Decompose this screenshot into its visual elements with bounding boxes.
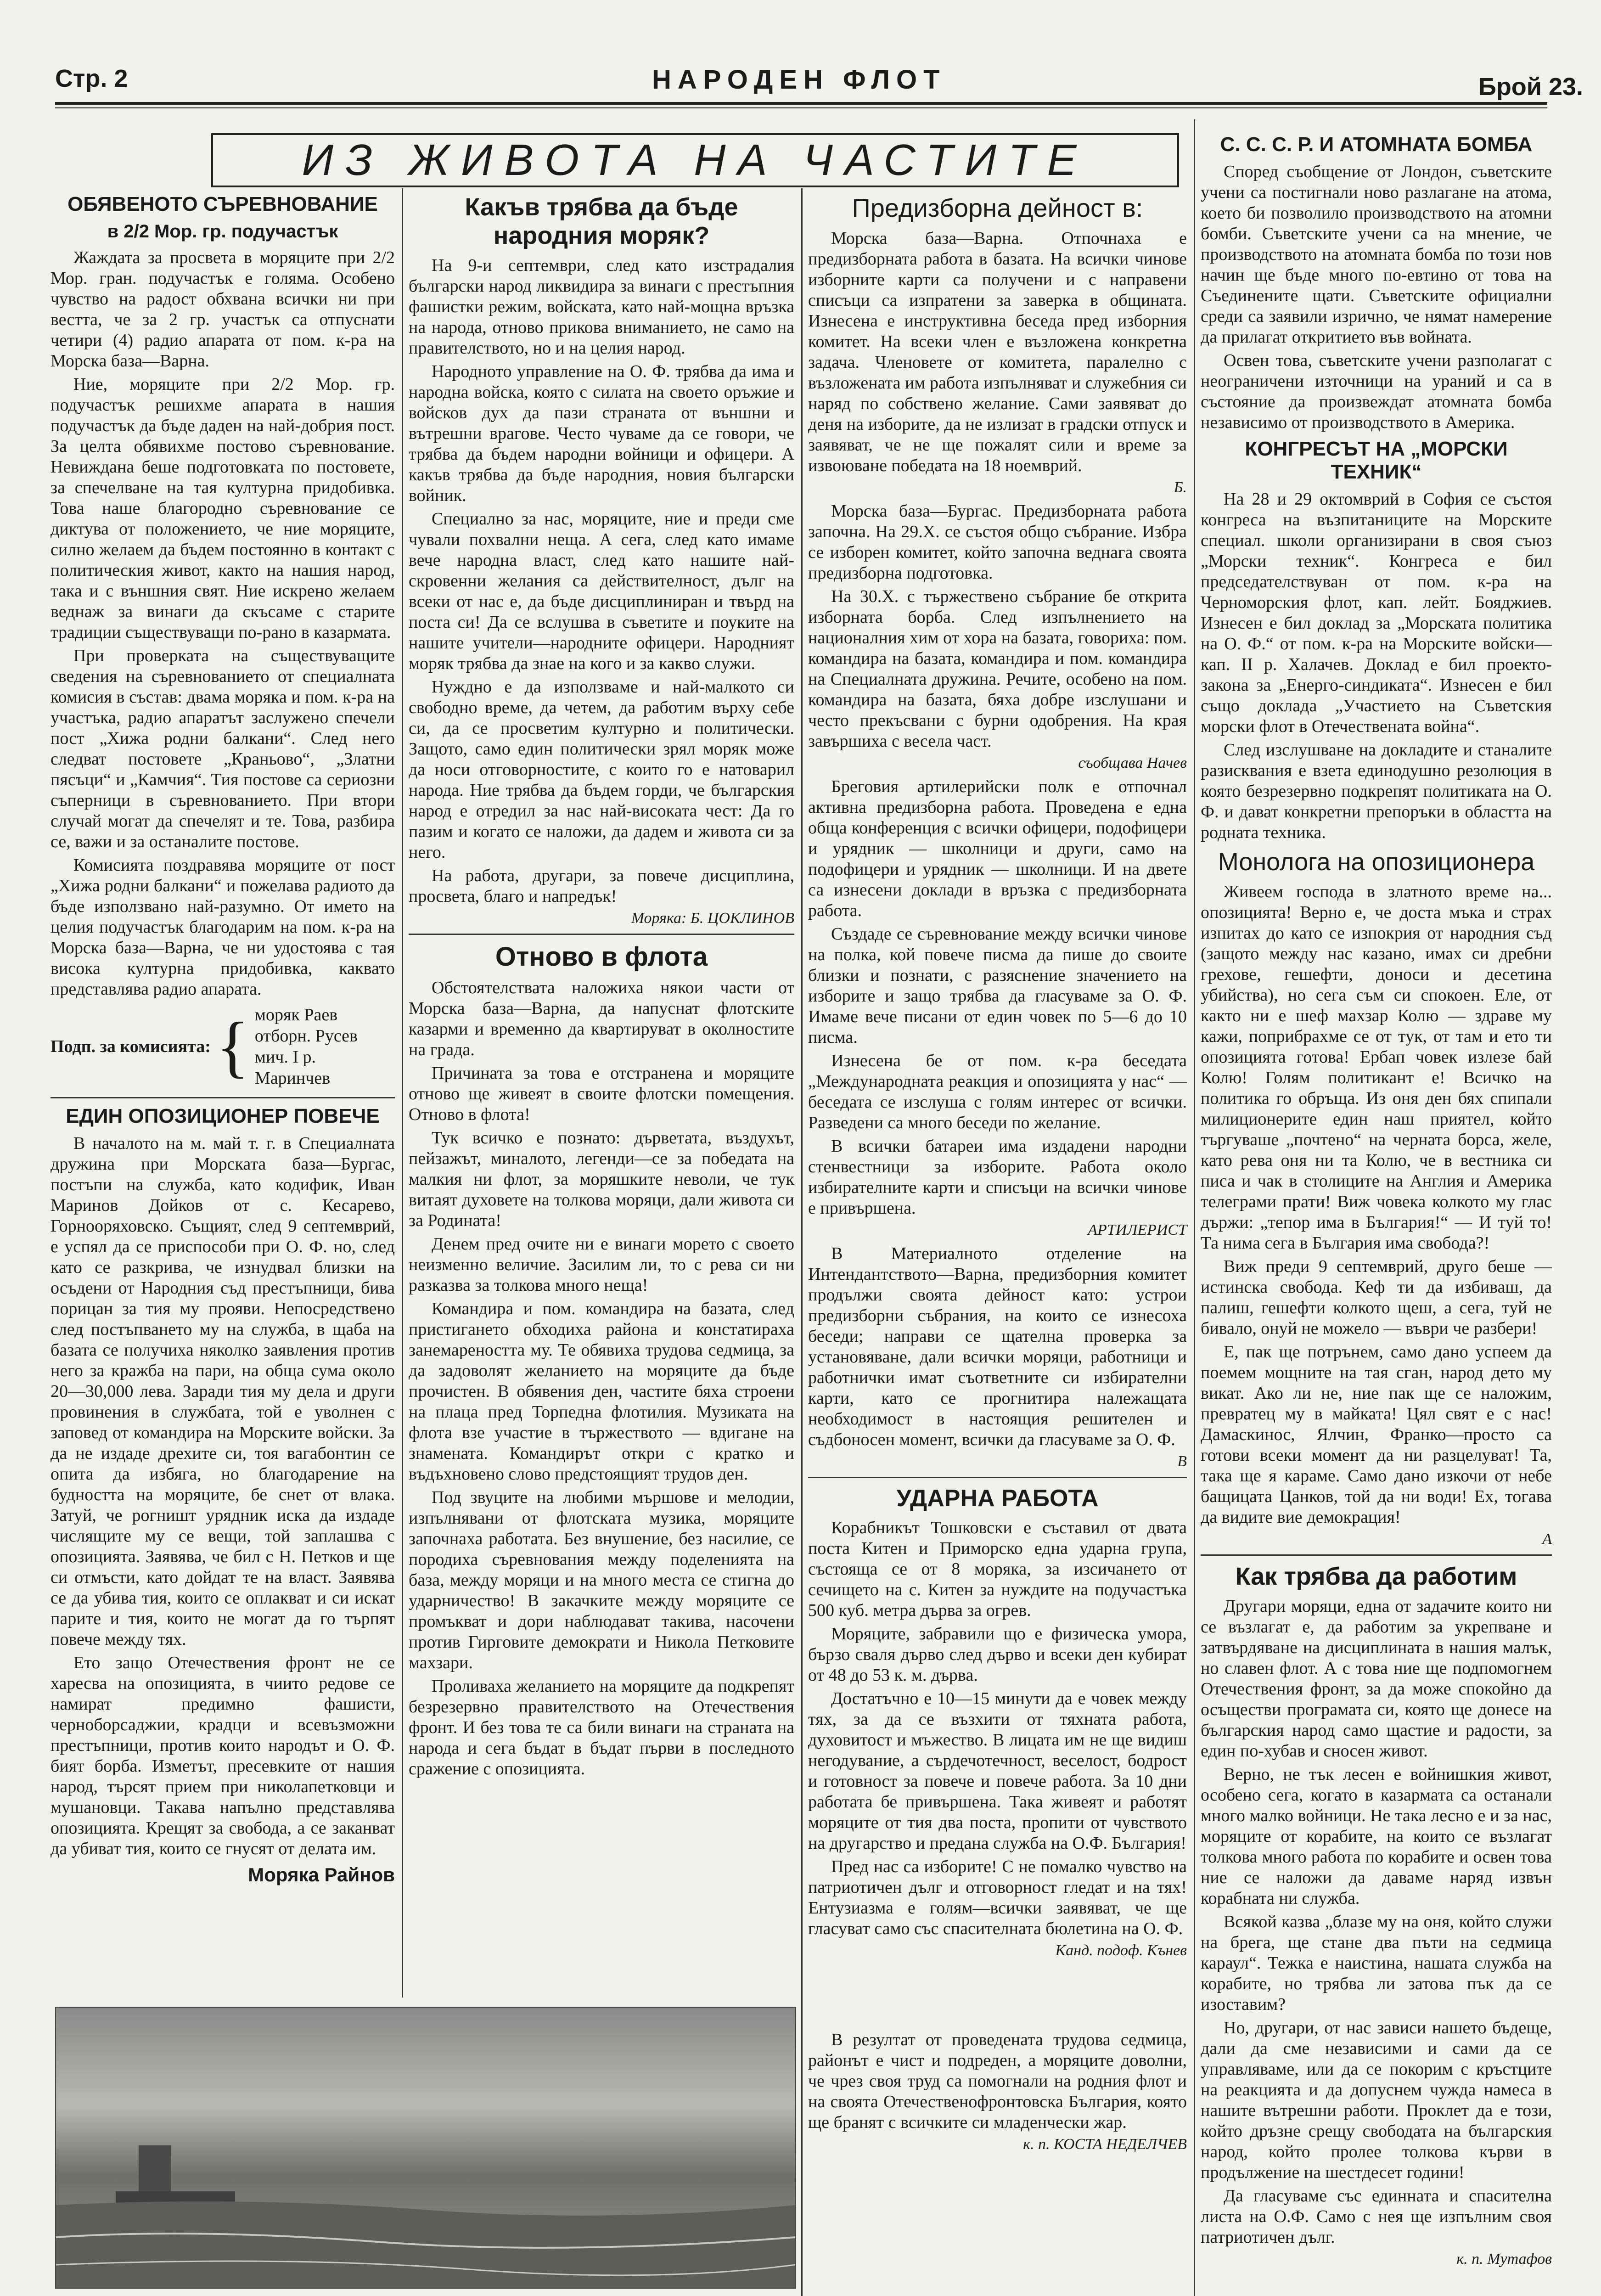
article-title: Как трябва да работим — [1235, 1563, 1517, 1590]
article-signature: к. п. КОСТА НЕДЕЛЧЕВ — [1023, 2136, 1187, 2153]
paragraph: Пред нас са изборите! С не помалко чувство на патриотичен дълг и отговорност гледат и на тях! Ентузиазма е голям—всички заявяват, че ще гласуват само със спасителната бюлетина на О. Ф. — [808, 1857, 1187, 1938]
issue-number: Брой 23. — [1478, 73, 1584, 101]
article-signature: А — [1542, 1531, 1552, 1548]
paragraph: Виж преди 9 септемврий, друго беше — истинска свобода. Кеф ти да избиваш, да палиш, гешефти колкото щеш, а сега, туй не бивало, онуй не можело — въври че разбери! — [1201, 1257, 1552, 1338]
article-shock-work — [808, 1485, 1187, 1959]
paragraph: Изнесена бе от пом. к-ра беседата „Международната реакция и опозицията у нас“ — беседата се изслуша с голям интерес от всички. Разведени са много беседи по желание. — [808, 1051, 1187, 1132]
paragraph: Създаде се съревнование между всички чинове на полка, кой повече писма да пише до своите близки и познати, с разяснение значението на изборите и защо трябва да гласуваме за О. Ф. Имаме вече писани от един човек по 5—6 до 10 писма. — [808, 924, 1187, 1047]
article-title: Какъв трябва да бъде народния моряк? — [465, 193, 738, 249]
article-people-sailor — [409, 193, 794, 927]
article-title: Отново в флота — [495, 942, 708, 972]
article-title: УДАРНА РАБОТА — [896, 1485, 1099, 1512]
article-separator — [409, 934, 794, 935]
article-separator — [51, 1097, 395, 1098]
article-title: КОНГРЕСЪТ НА „МОРСКИ ТЕХНИК“ — [1245, 438, 1508, 483]
column-1 — [51, 188, 395, 1891]
column-divider — [1194, 119, 1195, 2296]
page-number: Стр. 2 — [55, 65, 128, 92]
section-banner: ИЗ ЖИВОТА НА ЧАСТИТЕ — [211, 133, 1179, 187]
article-competition — [51, 193, 395, 1089]
article-signature: В — [1177, 1453, 1187, 1470]
paragraph: Командира и пом. командира на базата, след пристигането обходиха района и констатираха занемареността му. Те обявиха трудова седмица, за да задоволят желанието на моряците да бъде прочистен. В обявения ден, частите бяха строени на плаца пред Торпедна флотилия. Музиката на флота взе участие в тържеството — вдигане на знамената. Командирът откри с кратко и въдъхновено слово предстоящият трудов ден. — [409, 1299, 794, 1484]
paragraph: Жаждата за просвета в моряците при 2/2 Мор. гран. подучастък е голяма. Особено чувство на радост обхвана всички ни при вестта, че за 2 гр. участък са отпуснати четири (4) радио апарата от пом. к-ра на Морска база—Варна. — [51, 248, 395, 371]
article-signature: к. п. Мутафов — [1456, 2251, 1552, 2268]
submarine-photo — [55, 2007, 796, 2289]
paragraph: След изслушване на докладите и станалите разисквания е взета единодушно резолюция в която безрезервно подкрепят политиката на О. Ф. и дават конкретни препоръки в областта на родната техника. — [1201, 740, 1552, 842]
paragraph: Бреговия артилерийски полк е отпочнал активна предизборна работа. Проведена е една обща конференция с всички офицери, подофицери и урядник — школници и други, само на подофицери и урядник — школници. И на двете са изнесени доклади в връзка с предизборната работа. — [808, 777, 1187, 920]
paragraph: Е, пак ще потрънем, само дано успеем да поемем мощните на тая сган, народ дето му викат. Ако ли не, ние пак ще се наложим, превратец му в майката! Цял свят е с нас! Дамаскинос, Ялчин, Франко—просто са готови всеки момент да ни разцелуват! Та, така ще я караме. Само дано изкочи от небе бащицата Цанков, той да ни води! Ех, тогава да видите вие демокрация! — [1201, 1342, 1552, 1527]
article-signature: Моряка: Б. ЦОКЛИНОВ — [631, 910, 794, 927]
newspaper-title: НАРОДЕН ФЛОТ — [652, 65, 946, 95]
commission-signatures — [51, 1004, 395, 1089]
article-title: Предизборна дейност в: — [852, 193, 1143, 222]
commission-members — [255, 1004, 395, 1089]
paragraph: Достатъчно е 10—15 минути да е човек между тях, за да се възхити от тяхната работа, духовитост и мъжество. В лицата им не ще видиш негодувание, а сърдечотечност, веселост, бодрост и готовност за повече и повече работа. За 10 дни работата бе привършена. Така живеят и работят моряците от тия два поста, пропити от чувството на другарство и предана служба на О.Ф. България! — [808, 1689, 1187, 1853]
paragraph: В началото на м. май т. г. в Специалната дружина при Морската база—Бургас, постъпи на служба, като кодифик, Иван Маринов Дойков от с. Кесарево, Горнооряховско. Същият, след 9 септемврий, е успял да се приспособи при О. Ф. но, след като се разкрива, че изнудвал близки на осъдени от Народния съд престъпници, бива порицан за тия му прояви. Непосредствено след постъпването му на служба, в щаба на базата се получиха няколко заявления против него за кражба на пари, на обща сума около 20—30,000 лева. Заради тия му дела и други провинения в службата, той е уволнен с заповед от командира на Морските войски. За да не издаде дрехите си, тоя вагабонтин се опита да избяга, но благодарение на будността на моряците, бе снет от влака. Затуй, че рогништ урядник иска да издаде числящите му се вещи, той заплашва с опозицията. Заявява, че бил с Н. Петков и ще си отмъсти, като дойдат те на власт. Заявява се да убива тия, които се оплакват и си искат парите и тия, които не могат да го търпят повече между тях. — [51, 1134, 395, 1649]
paragraph: В всички батареи има издадени народни стенвестници за изборите. Работа около избирателните карти и списъци на всички чинове е привършена. — [808, 1137, 1187, 1218]
paragraph: Верно, не тък лесен е войнишкия живот, особено сега, когато в казармата са останали много малко войници. Не така лесно е и за нас, моряците от корабите, на които се възлагат толкова много работа по корабите и освен това ние се наложи да даваме наряд извън корабната ни служба. — [1201, 1765, 1552, 1908]
paragraph: Комисията поздравява моряците от пост „Хижа родни балкани“ и пожелава радиото да бъде използвано най-разумно. От името на целия подучастък благодарим на пом. к-ра на Морска база—Варна, че ни удостоява с тая висока културна придобивка, каквато представлява радио апарата. — [51, 855, 395, 999]
paragraph: В Материалното отделение на Интендантството—Варна, предизборния комитет продължи своята дейност като: устрои предизборни събрания, на които се изнесоха беседи; направи се щателна проверка за установяване, дали всички моряци, работници и работнички имат съответните си избирателни карти, като се прогнитира належащата необходимост в настоящия решителен и съдбоносен момент, всички да гласуваме за О. Ф. — [808, 1244, 1187, 1449]
article-title: ЕДИН ОПОЗИЦИОНЕР ПОВЕЧЕ — [66, 1105, 380, 1127]
article-monologue — [1201, 848, 1552, 1548]
article-subtitle: в 2/2 Мор. гр. подучастък — [107, 221, 338, 242]
article-signature: Б. — [1174, 479, 1187, 496]
article-signature: съобщава Начев — [1078, 754, 1187, 771]
paragraph: Обстоятелствата наложиха някои части от Морска база—Варна, да напуснат флотските казарми и временно да квартируват в околностите на града. — [409, 978, 794, 1059]
article-title: С. С. С. Р. И АТОМНАТА БОМБА — [1220, 133, 1533, 156]
column-2 — [409, 188, 794, 1782]
column-3 — [808, 188, 1187, 1964]
paragraph: Но, другари, от нас зависи нашето бъдеще, дали да сме независими и сами да се управляваме, или да се покорим с кръстците на реакцията и да допуснем чужда намеса в нашите вътрешни работи. Проклет да е този, който дръзне срещу свободата на българския народ, който пролее толкова кърви в продължение на шестдесет години! — [1201, 2018, 1552, 2182]
header-rule-thin — [55, 107, 1547, 108]
paragraph: Моряците, забравили що е физическа умора, бързо сваля дърво след дърво и всеки ден кубират от 48 до 53 к. м. дърва. — [808, 1624, 1187, 1685]
article-ussr-atomic — [1201, 133, 1552, 433]
paragraph: Освен това, съветските учени разполагат с неограничени източници на ураний и са в състояние да произвеждат атомната бомба независимо от производството в Америка. — [1201, 351, 1552, 432]
paragraph: Да гласуваме със единната и спасителна листа на О.Ф. Само с нея ще изпълним своя патриотичен дълг. — [1201, 2186, 1552, 2247]
column-divider — [801, 188, 803, 2296]
article-election-activity — [808, 193, 1187, 1470]
article-congress — [1201, 438, 1552, 843]
article-separator — [1201, 1554, 1552, 1556]
article-opposition — [51, 1105, 395, 1886]
paragraph: Другари моряци, една от задачите които ни се възлагат е, да работим за укрепване и затвърдяване на дисциплината в нашия малък, но славен флот. А с това ние ще подпомогнем Отечествения фронт, за да може спокойно да осъществи програмата си, която ще донесе на българския народ само щастие и радости, за един по-хубав и сносен живот. — [1201, 1597, 1552, 1761]
article-title: Монолога на опозиционера — [1218, 848, 1535, 876]
paragraph: На работа, другари, за повече дисциплина, просвета, благо и напредък! — [409, 866, 794, 906]
article-title: ОБЯВЕНОТО СЪРЕВНОВАНИЕ — [67, 193, 378, 215]
paragraph: Проливаха желанието на моряците да подкрепят безрезервно правителството на Отечествения фронт. И без това те са били винаги на страната на народа и сега бъдат в бъдат първи в последното сражение с опозицията. — [409, 1677, 794, 1778]
paragraph: Корабникът Тошковски е съставил от двата поста Китен и Приморско една ударна група, състояща се от 8 моряка, за изсичането от сечището на с. Китен за нуждите на подучастъка 500 куб. метра дърва за огрев. — [808, 1518, 1187, 1620]
article-signature: Моряка Райнов — [248, 1864, 395, 1885]
paragraph: На 9-и септември, след като изстрадалия български народ ликвидира за винаги с престъпния фашистки режим, войската, като най-мощна връзка на народа, отново прикова вниманието, не само на правителството, но и на целия народ. — [409, 256, 794, 358]
paragraph: Нуждно е да използваме и най-малкото си свободно време, да четем, да работим върху себе си, да се просветим културно и политически. Защото, само един политически зрял моряк може да носи отговорностите, с които го е натоварил народа. Ние трябва да бъдем горди, че българския народ е отредил за нас най-високата чест: Да го пазим и когато се наложи, да дадем и живота си за него. — [409, 677, 794, 862]
header-rule — [55, 102, 1547, 105]
article-back-in-fleet — [409, 941, 794, 1779]
paragraph: Под звуците на любими мършове и мелодии, изпълнявани от флотската музика, моряците започнаха работата. Без внушение, без насилие, се породиха съревнования между поделенията на база, между моряци и на много места се стигна до ударничество! В закачките между моряците се промъкват и дори наблюдават такива, насочени против Гирговите демократи и Никола Петковите махзари. — [409, 1488, 794, 1672]
brace-symbol: { — [216, 1008, 249, 1085]
article-signature: АРТИЛЕРИСТ — [1088, 1221, 1187, 1238]
paragraph: Ние, моряците при 2/2 Мор. гр. подучастък решихме апарата в нашия подучастък да бъде даден на най-добрия пост. За целта обявихме постово съревнование. Невиждана беше подготовката по постовете, за спечелване на тая културна придобивка. Това наше благородно съревнование се диктува от положението, че ние моряците, силно желаем да бъдем постоянно в контакт с политическия живот, както на нашия народ, така и с външния свят. Ние искрено желаем веднаж за винаги да скъсаме с старите традиции съществуващи по-рано в казармата. — [51, 375, 395, 642]
paragraph: На 28 и 29 октомврий в София се състоя конгреса на възпитаниците на Морските специал. школи организирани в своя съюз „Морски техник“. Конгреса е бил председателствуван от пом. к-ра на Черноморския флот, кап. лейт. Бояджиев. Изнесен е бил доклад за „Морската политика на О. Ф.“ от пом. к-ра на Морските войски—кап. II р. Халачев. Доклад е бил проекто-закона за „Енерго-синдиката“. Изнесен е бил също доклада „Участието на Съветския морски флот в Отечествената война“. — [1201, 490, 1552, 736]
article-how-to-work — [1201, 1562, 1552, 2268]
article-signature: Канд. подоф. Кънев — [1055, 1942, 1187, 1959]
photo-illustration — [56, 2008, 795, 2288]
paragraph: Всякой казва „блазе му на оня, който служи на брега, ще стане два пъти на седмица караул“. Тежка е наистина, нашата служба на корабите, но трябва ли затова пък да се изоставим? — [1201, 1912, 1552, 2014]
commission-label: Подп. за комисията: — [51, 1037, 211, 1056]
paragraph: Живеем господа в златното време на... опозицията! Верно е, че доста мъка и страх изпитах до като се изпокрия от народния съд (защото между нас казано, имах си дребни грехове, гешефти, доноси и десетина убийства), но сега съм си спокоен. Еле, от както ни е шеф махзар Колю — здраве му кажи, поприбрахме се от тук, от там и ето ти опозицията готова! Ербап човек излезе бай Колю! Голям политикант е! Всичко на политика го обръща. Из оня ден бях спипали милиционерите един наш приятел, който търгуваше „почтено“ на черната борса, желе, като рева оня ни та Колю, че в вестника си писа и чак в столиците на Англия и Америка телеграми прати! Виж човека колкото му глас държи: „тепор има в България!“ — И туй то! Та нима сега в България има свобода?! — [1201, 882, 1552, 1253]
paragraph: Тук всичко е познато: дърветата, въздухът, пейзажът, миналото, легенди—се за победата на малкия ни флот, за моряшките неволи, че тук витаят духовете на толкова моряци, дали живота си за Родината! — [409, 1128, 794, 1230]
paragraph: Морска база—Бургас. Предизборната работа започна. На 29.X. се състоя общо събрание. Избра се изборен комитет, който започна веднага своята предизборна подготовка. — [808, 501, 1187, 583]
paragraph: На 30.X. с тържествено събрание бе открита изборната борба. След изпълнението на националния хим от хора на базата, говориха: пом. командира на базата, командира и пом. командира на Специалната дружина. Речите, особено на пом. командира на базата, бяха добре изслушани и често прекъсвани с бурни одобрения. На края завършиха с весела част. — [808, 587, 1187, 751]
paragraph: При проверката на съществуващите сведения на съревнованието от специалната комисия в състав: двама моряка и пом. к-ра на участъка, радио апаратът заслужено спечели пост „Хижа родни балкани“. След него следват постовете „Краньово“, „Златни пясъци“ и „Камчия“. Тия постове са сериозни съперници в съревнованието. При втори случай могат да спечелят и те. Това, разбира се, важи и за останалите постове. — [51, 646, 395, 851]
paragraph: Причината за това е отстранена и моряците отново ще живеят в своите флотски помещения. Отново в флота! — [409, 1064, 794, 1124]
paragraph: В резултат от проведената трудова седмица, районът е чист и подреден, а моряците доволни, че чрез своя труд са помогнали на родния флот и на своята Отечественофронтовска България, която ще бранят с всичките си младенчески жар. — [808, 2030, 1187, 2132]
column-3-bottom — [808, 2030, 1187, 2158]
paragraph: Денем пред очите ни е винаги морето с своето неизменно величие. Засилим ли, то с рева си ни разказва за толкова много неща! — [409, 1234, 794, 1295]
article-separator — [808, 1477, 1187, 1478]
column-4 — [1201, 129, 1552, 2273]
paragraph: Специално за нас, моряците, ние и преди сме чували похвални неща. А сега, след като имаме вече народна власт, след като нашите най-скровенни желания са действителност, дълг на всеки от нас е, да бъде дисциплиниран и твърд на поста си! Да се вслушва в съветите и поуките на нашите учители—народните офицери. Народният моряк трябва да знае на кого и за какво служи. — [409, 509, 794, 673]
paragraph: Ето защо Отечествения фронт не се харесва на опозицията, в чиито редове се намират предимно фашисти, черноборсаджии, крадци и всевъзможни престъпници, против които народът и О. Ф. бият борба. Изметът, пресевките от нашия народ, търсят прием при николапетковци и мушановци. Такава напълно представлява опозицията. Крещят за свобода, а се заканват да убиват тия, които се гнусят от делата им. — [51, 1653, 395, 1858]
paragraph: Морска база—Варна. Отпочнаха е предизборната работа в базата. На всички чинове изборните карти са получени и с направени списъци са изпратени за заверка в общината. Изнесена е инструктивна беседа пред изборния комитет. На всеки член е възложена конкретна задача. Членовете от комитета, паралелно с възложената им работа изпълняват и служебния си наряд по собствено желание. Сами заявяват до деня на изборите, да не излизат в градски отпуск и заявяват, че не ще пожалят сили и време за извоюване победата на 18 ноемврий. — [808, 229, 1187, 475]
member: отборн. Русев — [254, 1026, 358, 1046]
paragraph: Според съобщение от Лондон, съветските учени са постигнали ново разлагане на атома, което би позволило производството на атомни бомби. Съветските учени са на мнение, че производството на атомната бомба по този нов начин ще бъде много по-евтино от това на Съединените щати. Съветските официални среди са заявили изрично, че нямат намерение да прилагат откритието във войната. — [1201, 162, 1552, 347]
paragraph: Народното управление на О. Ф. трябва да има и народна войска, която с силата на своето оръжие и войсков дух да пази страната от външни и вътрешни врагове. Често чуваме да се говори, че трябва да бъдем народни войници и офицери. А какъв трябва да бъде народния, новия български войник. — [409, 362, 794, 505]
member: мич. I р. Маринчев — [254, 1047, 331, 1088]
member: моряк Раев — [254, 1005, 338, 1024]
column-divider — [402, 188, 403, 1998]
